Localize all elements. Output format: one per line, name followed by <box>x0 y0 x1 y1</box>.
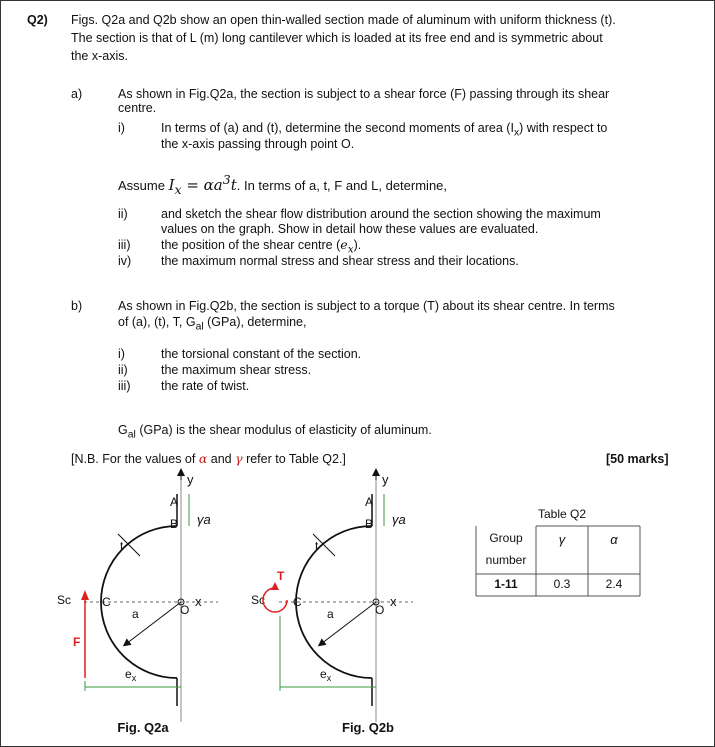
label-C: C <box>102 595 111 609</box>
label-Sc: Sc <box>251 593 266 607</box>
shear-force-arrowhead <box>81 590 89 600</box>
part-b-item-ii-label: ii) <box>118 363 128 377</box>
part-b-item-ii-text: the maximum shear stress. <box>161 363 312 377</box>
label-t: t <box>120 539 124 553</box>
label-gamma-a: γa <box>197 512 211 527</box>
part-a-item-iv-label: iv) <box>118 254 132 268</box>
label-A: A <box>365 495 374 509</box>
part-a-item-i-label: i) <box>118 121 125 135</box>
label-y: y <box>187 472 194 487</box>
table-header-group-1: Group <box>489 531 523 545</box>
part-a-item-i-line-2: the x-axis passing through point O. <box>161 137 355 151</box>
fig-q2b-caption: Fig. Q2b <box>342 720 394 735</box>
table-header-alpha: α <box>610 532 618 547</box>
label-O: O <box>375 603 385 617</box>
table-q2 <box>474 504 644 602</box>
part-a-item-iii-text: the position of the shear centre $(e_x)$. <box>161 237 362 256</box>
table-title: Table Q2 <box>537 507 587 521</box>
question-number: Q2) <box>27 13 48 27</box>
intro-line-1: Figs. Q2a and Q2b show an open thin-walled section made of aluminum with uniform thickness (t). <box>71 13 616 27</box>
fig-q2a-caption: Fig. Q2a <box>117 720 169 735</box>
marks-label: [50 marks] <box>606 452 669 466</box>
assume-statement: Assume $I_x = \alpha a^3t$. In terms of a, t, F and L, determine, <box>118 172 448 197</box>
label-O: O <box>180 603 190 617</box>
table-reference-note: [N.B. For the values of α and γ refer to Table Q2.] <box>71 451 346 466</box>
part-b-line-1: As shown in Fig.Q2b, the section is subject to a torque (T) about its shear centre. In terms <box>118 299 615 313</box>
table-row-alpha: 2.4 <box>605 577 623 591</box>
label-e: $e_x$ <box>320 667 332 683</box>
label-F: F <box>73 635 81 649</box>
modulus-statement: $G_{al}$ (GPa) is the shear modulus of elasticity of aluminum. <box>118 423 432 441</box>
part-b-item-i-text: the torsional constant of the section. <box>161 347 362 361</box>
table-row-gamma: 0.3 <box>553 577 571 591</box>
intro-line-2: The section is that of L (m) long cantilever which is loaded at its free end and is symmetric about <box>71 31 603 45</box>
label-C: C <box>293 595 302 609</box>
part-b-label: b) <box>71 299 83 313</box>
label-e: $e_x$ <box>125 667 137 683</box>
label-a: a <box>132 607 139 621</box>
figure-q2b <box>235 466 445 747</box>
table-row-group: 1-11 <box>494 577 518 591</box>
part-b-item-iii-label: iii) <box>118 379 131 393</box>
table-q2-grid <box>474 504 644 599</box>
label-B: B <box>170 517 179 531</box>
label-t: t <box>315 539 319 553</box>
label-x: x <box>390 594 397 609</box>
table-header-group-2: number <box>485 553 527 567</box>
part-a-label: a) <box>71 87 83 101</box>
label-T: T <box>277 569 285 583</box>
torque-arrowhead <box>271 582 279 590</box>
label-B: B <box>365 517 374 531</box>
torque-arc <box>263 588 287 612</box>
part-a-line-1: As shown in Fig.Q2a, the section is subject to a shear force (F) passing through its shear <box>118 87 610 101</box>
label-x: x <box>195 594 202 609</box>
part-a-line-2: centre. <box>118 101 157 115</box>
part-a-item-ii-label: ii) <box>118 207 128 221</box>
part-a-item-ii-line-2: values on the graph. Show in detail how these values are evaluated. <box>161 222 539 236</box>
table-header-gamma: γ <box>558 532 566 547</box>
part-a-item-iv-text: the maximum normal stress and shear stress and their locations. <box>161 254 519 268</box>
part-a-item-iii-label: iii) <box>118 238 131 252</box>
label-gamma-a: γa <box>392 512 406 527</box>
figure-q2a <box>40 466 250 747</box>
label-A: A <box>170 495 179 509</box>
part-b-line-2: of (a), (t), T, $G_{al}$ (GPa), determine, <box>118 315 307 333</box>
label-y: y <box>382 472 389 487</box>
label-Sc: Sc <box>57 593 72 607</box>
label-a: a <box>327 607 334 621</box>
part-a-item-i-line-1: In terms of (a) and (t), determine the second moments of area $(I_x)$ with respect to <box>161 121 608 139</box>
intro-line-3: the x-axis. <box>71 49 128 63</box>
part-b-item-iii-text: the rate of twist. <box>161 379 250 393</box>
part-a-item-ii-line-1: and sketch the shear flow distribution around the section showing the maximum <box>161 207 601 221</box>
part-b-item-i-label: i) <box>118 347 125 361</box>
